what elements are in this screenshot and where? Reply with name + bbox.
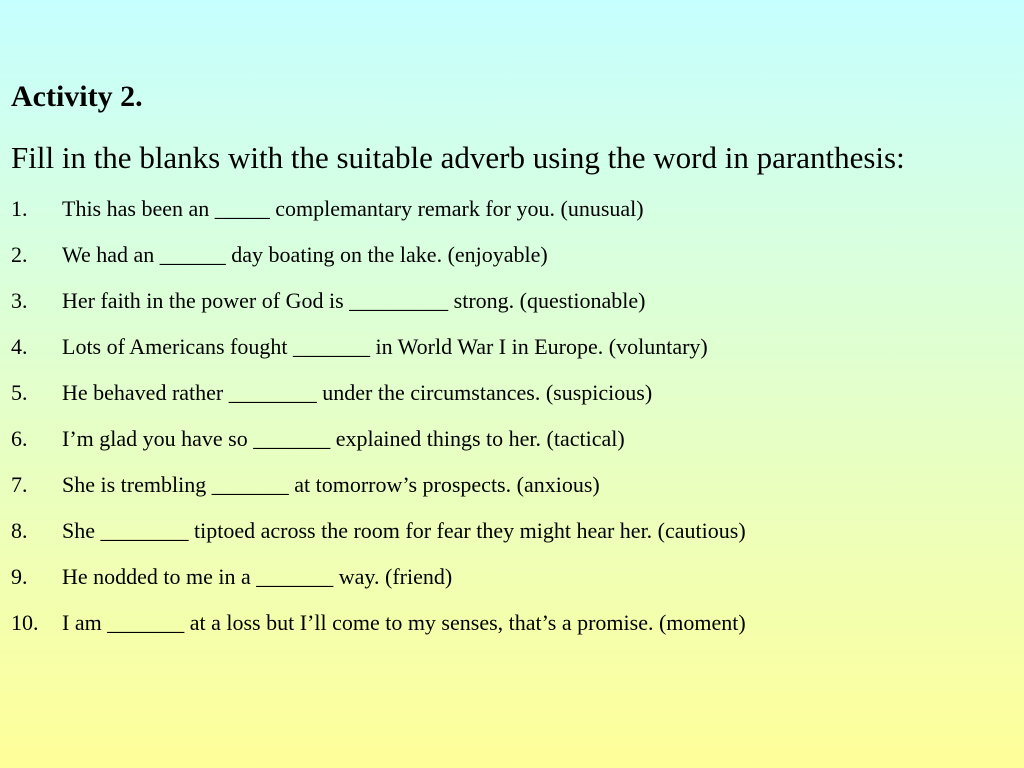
exercise-item	[11, 286, 1011, 332]
item-number: 5.	[11, 380, 28, 405]
item-text: I am _______ at a loss but I’ll come to my senses, that’s a promise. (moment)	[62, 610, 746, 635]
item-text: This has been an _____ complemantary remark for you. (unusual)	[62, 196, 644, 221]
exercise-item	[11, 470, 1011, 516]
item-number: 7.	[11, 472, 28, 497]
instruction-text: Fill in the blanks with the suitable adverb using the word in paranthesis:	[11, 140, 905, 175]
item-number: 8.	[11, 518, 28, 543]
exercise-item	[11, 608, 1011, 654]
item-number: 6.	[11, 426, 28, 451]
item-text: She ________ tiptoed across the room for fear they might hear her. (cautious)	[62, 518, 746, 543]
item-text: She is trembling _______ at tomorrow’s prospects. (anxious)	[62, 472, 600, 497]
item-number: 2.	[11, 242, 28, 267]
item-number: 1.	[11, 196, 28, 221]
exercise-item	[11, 194, 1011, 240]
exercise-list	[11, 194, 1011, 654]
item-text: We had an ______ day boating on the lake. (enjoyable)	[62, 242, 548, 267]
exercise-item	[11, 332, 1011, 378]
item-text: Her faith in the power of God is _________ strong. (questionable)	[62, 288, 646, 313]
exercise-item	[11, 240, 1011, 286]
item-text: I’m glad you have so _______ explained things to her. (tactical)	[62, 426, 625, 451]
item-number: 3.	[11, 288, 28, 313]
exercise-item	[11, 424, 1011, 470]
activity-heading: Activity 2.	[11, 80, 143, 113]
item-text: He nodded to me in a _______ way. (friend)	[62, 564, 453, 589]
exercise-item	[11, 378, 1011, 424]
item-text: Lots of Americans fought _______ in World War I in Europe. (voluntary)	[62, 334, 708, 359]
exercise-item	[11, 562, 1011, 608]
item-number: 9.	[11, 564, 28, 589]
item-number: 10.	[11, 610, 39, 635]
item-text: He behaved rather ________ under the circumstances. (suspicious)	[62, 380, 653, 405]
item-number: 4.	[11, 334, 28, 359]
exercise-item	[11, 516, 1011, 562]
